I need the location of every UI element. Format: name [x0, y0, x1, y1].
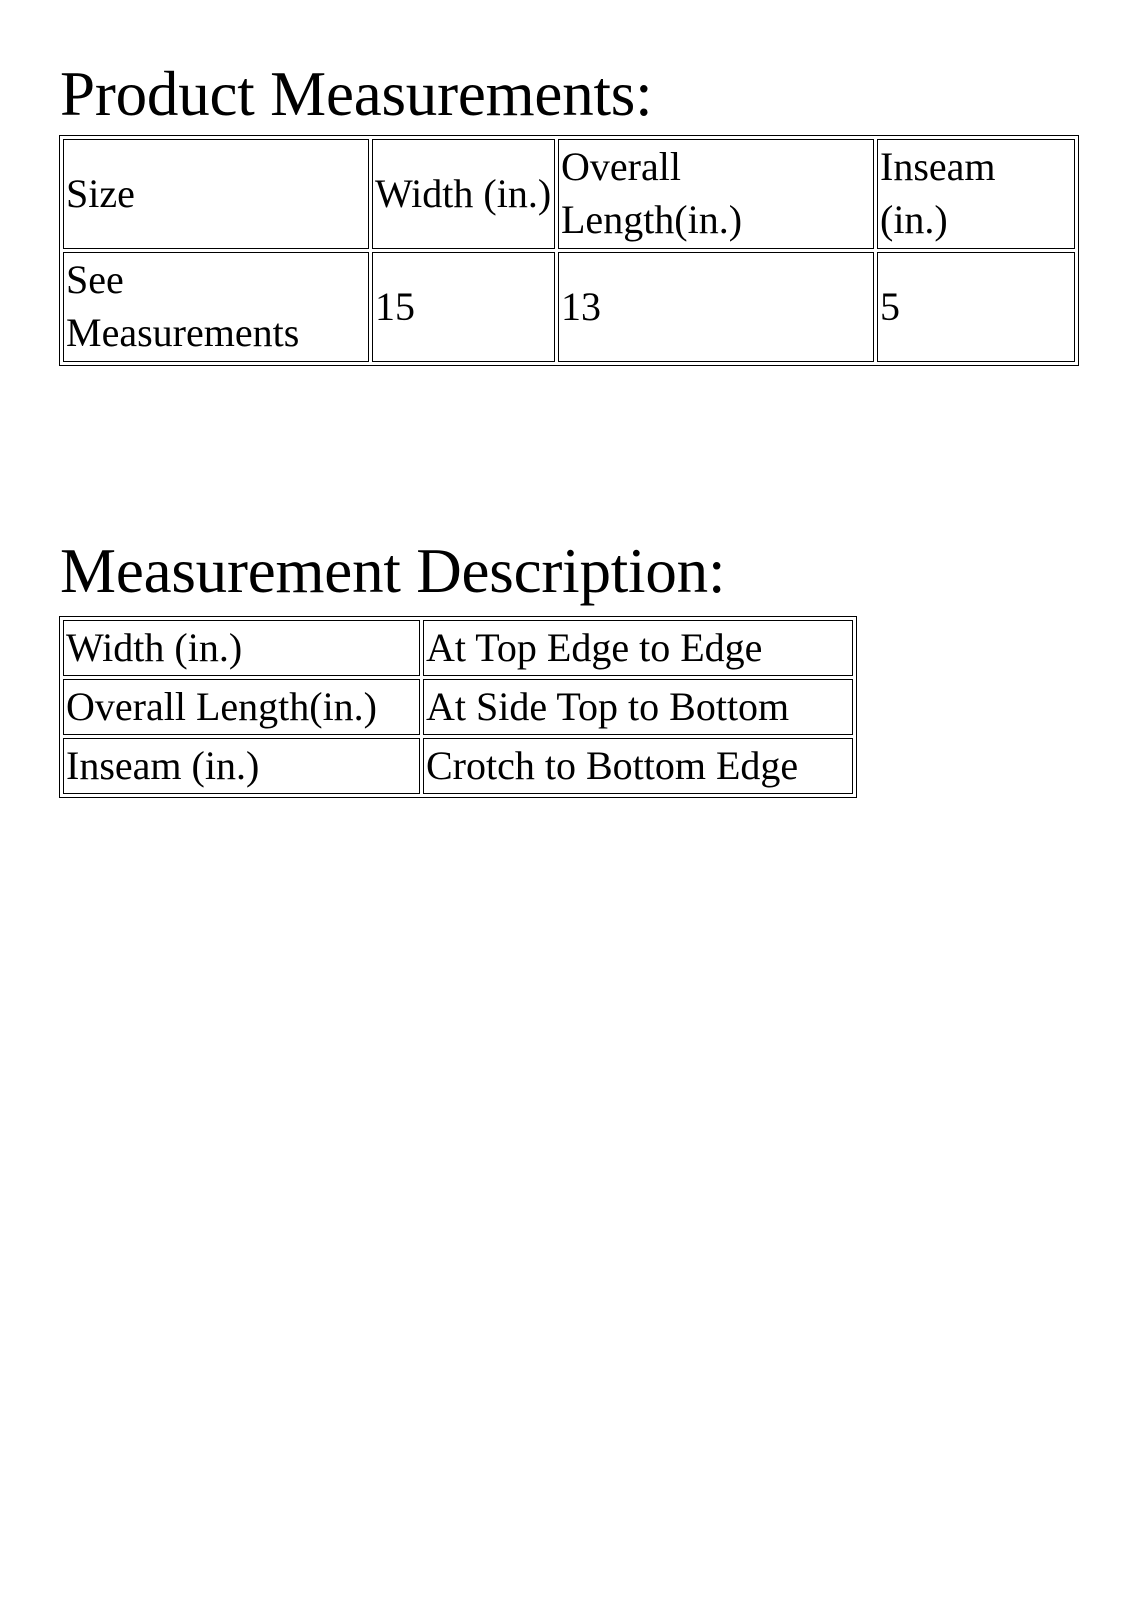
product-measurements-heading: Product Measurements:	[60, 59, 653, 129]
desc-text-overall-length: At Side Top to Bottom	[423, 679, 853, 735]
measurement-description-table	[59, 616, 857, 798]
measurement-description-heading: Measurement Description:	[60, 536, 726, 606]
desc-text-inseam: Crotch to Bottom Edge	[423, 738, 853, 794]
header-width: Width (in.)	[372, 139, 555, 249]
desc-label-overall-length: Overall Length(in.)	[63, 679, 420, 735]
desc-label-inseam: Inseam (in.)	[63, 738, 420, 794]
desc-text-width: At Top Edge to Edge	[423, 620, 853, 676]
table-header-row	[63, 139, 1075, 249]
table-row	[63, 252, 1075, 362]
cell-overall-length: 13	[558, 252, 874, 362]
cell-inseam: 5	[877, 252, 1075, 362]
table-row	[63, 679, 853, 735]
header-overall-length: Overall Length(in.)	[558, 139, 874, 249]
cell-width: 15	[372, 252, 555, 362]
header-inseam: Inseam (in.)	[877, 139, 1075, 249]
desc-label-width: Width (in.)	[63, 620, 420, 676]
product-measurements-table	[59, 135, 1079, 366]
cell-size: See Measurements	[63, 252, 369, 362]
table-row	[63, 738, 853, 794]
table-row	[63, 620, 853, 676]
header-size: Size	[63, 139, 369, 249]
